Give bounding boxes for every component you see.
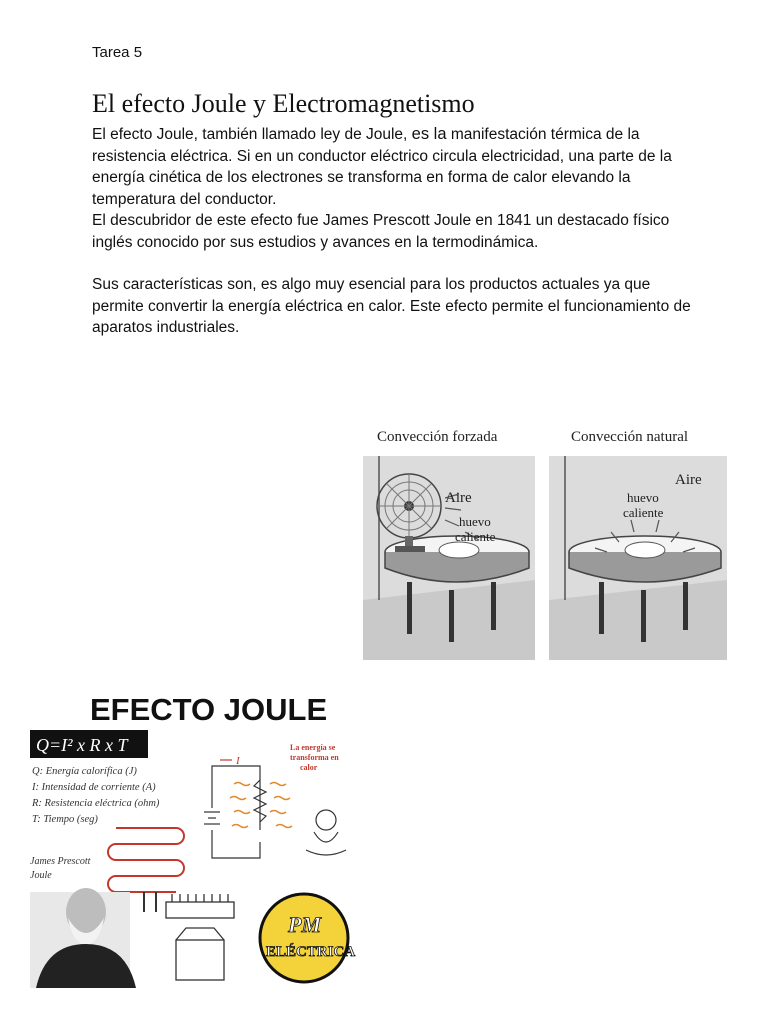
page-title: El efecto Joule y Electromagnetismo [92, 89, 475, 118]
energy-note-line-1: La energía se [290, 743, 336, 752]
forced-egg-label-1: huevo [459, 514, 491, 529]
convection-natural-title: Convección natural [571, 429, 689, 445]
logo-text-pm: PM [288, 912, 321, 937]
natural-egg-label-2: caliente [623, 505, 664, 520]
current-symbol: I [236, 755, 240, 767]
natural-air-label: Aire [675, 472, 702, 488]
legend-item-r: R: Resistencia eléctrica (ohm) [32, 798, 160, 809]
paragraph-definition-emphasis: es la [411, 125, 447, 143]
natural-egg-label-1: huevo [627, 490, 659, 505]
paragraph-discoverer: El descubridor de este efecto fue James Prescott Joule en 1841 un destacado físico inglés conocido por sus estudios y avances en la termodinámica. [92, 212, 670, 251]
logo-text-electrica: ELÉCTRICA [266, 944, 356, 960]
body-text [92, 124, 692, 339]
forced-egg-label-2: caliente [455, 529, 496, 544]
joule-portrait [30, 888, 136, 988]
joule-figure-heading: EFECTO JOULE [90, 692, 328, 727]
convection-figure [349, 420, 729, 660]
legend-item-i: I: Intensidad de corriente (A) [32, 782, 156, 793]
paragraph-definition-start: El efecto Joule, también llamado ley de Joule, [92, 126, 412, 143]
toaster-icon [166, 894, 234, 980]
forced-air-label: Aire [445, 490, 472, 506]
paragraph-definition [92, 124, 692, 210]
energy-note-line-3: calor [300, 763, 318, 772]
joule-effect-figure [26, 680, 366, 990]
hot-person-icon [306, 810, 346, 855]
legend-item-t: T: Tiempo (seg) [32, 814, 98, 825]
energy-note-line-2: transforma en [290, 753, 339, 762]
paragraph-definition-end: manifestación térmica de la resistencia eléctrica. Si en un conductor eléctrico circula electricidad, una parte de la energía cinética de los electrones se transforma en forma de calor elevando la temperatura del conductor. [92, 126, 672, 208]
pm-electrica-logo [260, 894, 355, 982]
paragraph-characteristics: Sus características son, es algo muy esencial para los productos actuales ya que permite convertir la energía eléctrica en calor. Este efecto permite el funcionamiento de aparatos industriales. [92, 276, 691, 336]
portrait-name-line-2: Joule [30, 870, 52, 881]
joule-formula: Q=I² x R x T [36, 735, 128, 755]
convection-forced-title: Convección forzada [377, 429, 498, 445]
task-label: Tarea 5 [92, 44, 143, 61]
legend-item-q: Q: Energía calorífica (J) [32, 766, 137, 777]
circuit-diagram [204, 760, 266, 858]
portrait-name-line-1: James Prescott [30, 856, 91, 867]
